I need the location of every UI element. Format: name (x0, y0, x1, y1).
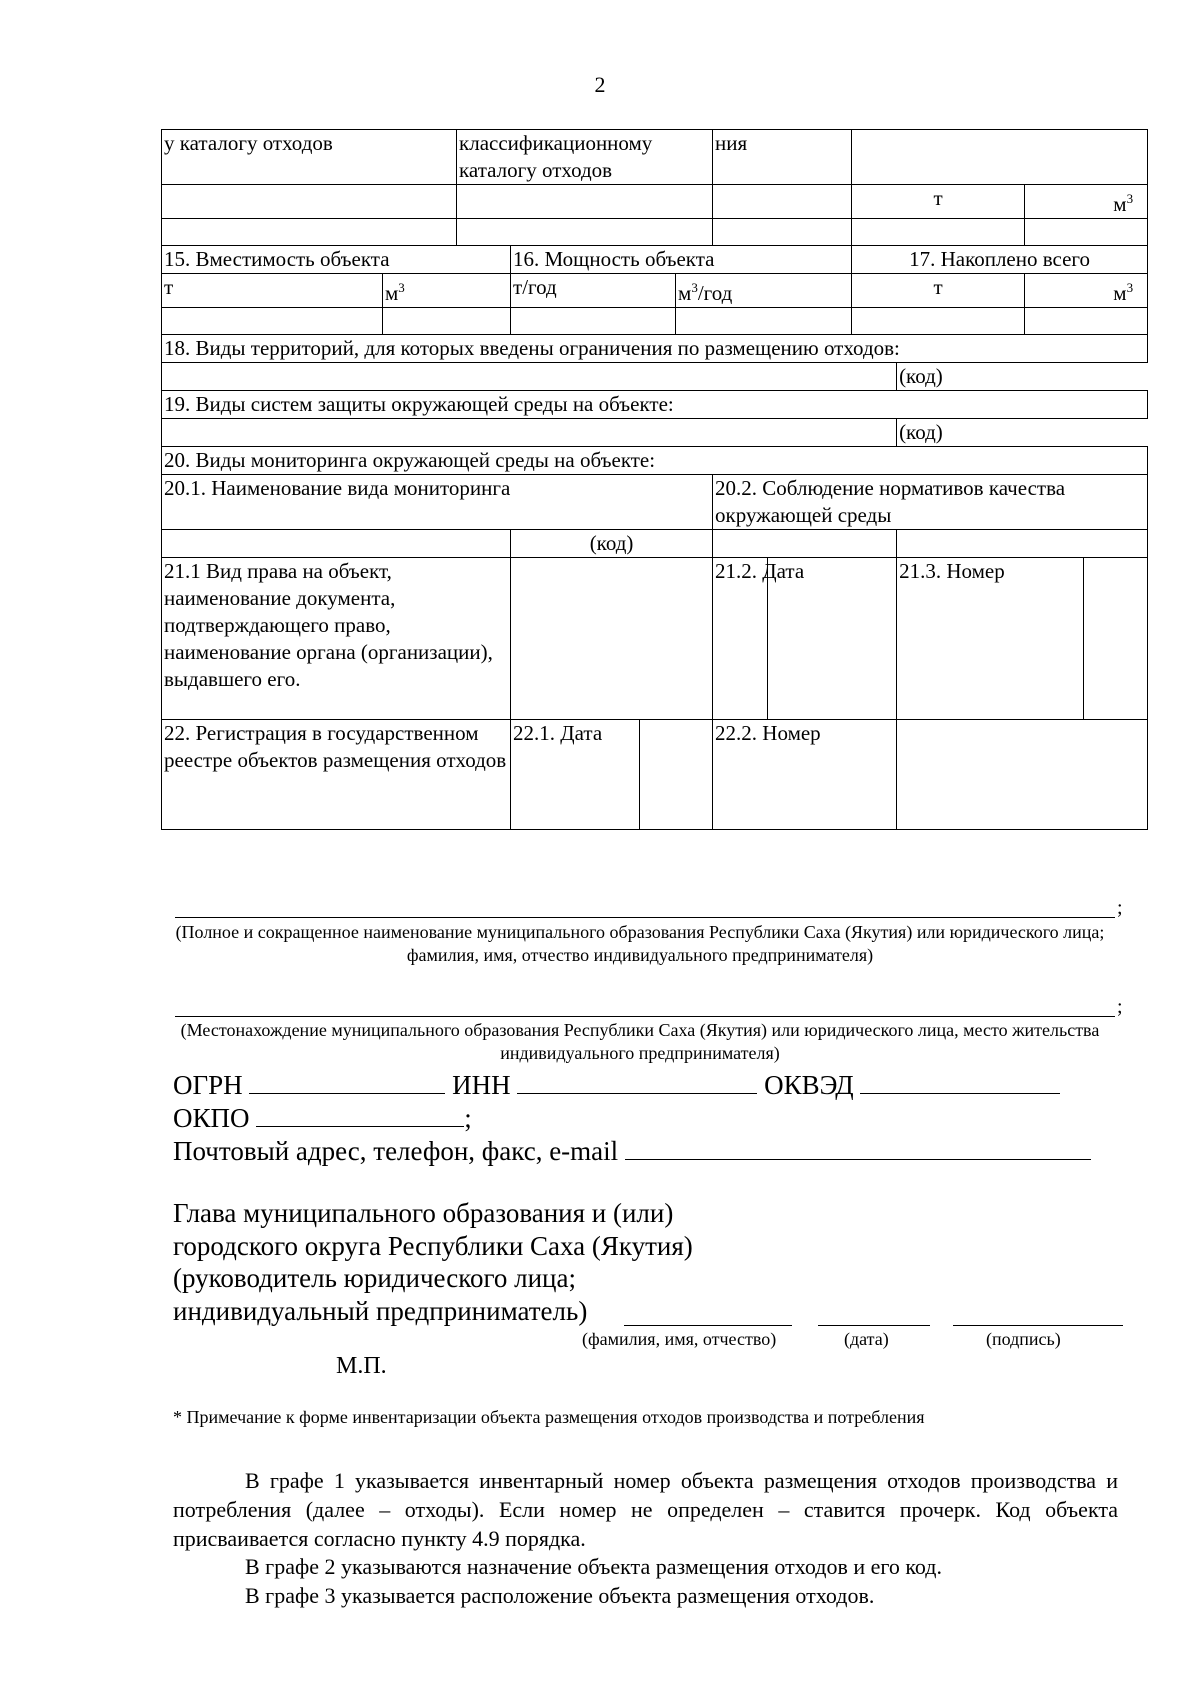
sign-signature-line[interactable] (953, 1325, 1123, 1326)
code-label: (код) (897, 419, 1148, 447)
inn-input[interactable] (517, 1067, 757, 1094)
head-line-1: Глава муниципального образования и (или) (173, 1198, 674, 1228)
unit-m3-per-year: $м^3$/год (676, 274, 852, 308)
table-row (162, 720, 1148, 830)
code-label: (код) (897, 363, 1148, 391)
unit-m3: $м^3$ (1025, 185, 1148, 219)
location-caption: (Местонахождение муниципального образования Республики Саха (Якутия) или юридического лица, место жительства индивидуального предпринимателя) (180, 1020, 1100, 1063)
table-row (162, 447, 1148, 475)
postal-input[interactable] (625, 1133, 1091, 1160)
okved-label: ОКВЭД (764, 1070, 854, 1100)
field-21-2-label: 21.2. Дата (713, 558, 768, 720)
note-title: * Примечание к форме инвентаризации объекта размещения отходов производства и потребления (173, 1407, 925, 1427)
stamp-place: М.П. (336, 1353, 387, 1379)
sign-caption: (подпись) (986, 1329, 1061, 1349)
table-row (162, 246, 1148, 274)
code-label: (код) (511, 530, 713, 558)
field-20-1-label: 20.1. Наименование вида мониторинга (162, 475, 713, 530)
field-21-1-label: 21.1 Вид права на объект, наименование документа, подтверждающего право, наименование органа (организации), выдавшего его. (162, 558, 511, 720)
field-20-2-label: 20.2. Соблюдение нормативов качества окружающей среды (713, 475, 1148, 530)
semicolon: ; (1117, 996, 1123, 1018)
ogrn-input[interactable] (249, 1067, 445, 1094)
inn-label: ИНН (452, 1070, 511, 1100)
head-line-4: индивидуальный предприниматель) (173, 1296, 588, 1326)
ogrn-row (173, 1067, 1060, 1101)
field-15-label: 15. Вместимость объекта (162, 246, 511, 274)
head-line-2: городского округа Республики Саха (Якутия) (173, 1231, 693, 1261)
paragraph-3: В графе 3 указывается расположение объекта размещения отходов. (245, 1583, 875, 1608)
field-22-1-label: 22.1. Дата (511, 720, 640, 830)
field-19-label: 19. Виды систем защиты окружающей среды на объекте: (162, 391, 1148, 419)
head-line-3: (руководитель юридического лица; (173, 1263, 576, 1293)
table-row (162, 308, 1148, 335)
semicolon: ; (1117, 897, 1123, 919)
unit-t-per-year: т/год (511, 274, 676, 308)
catalog-cell: у каталогу отходов (162, 130, 457, 185)
name-caption: (Полное и сокращенное наименование муниципального образования Республики Саха (Якутия) или юридического лица; фамилия, имя, отчество индивидуального предпринимателя) (175, 922, 1105, 965)
date-caption: (дата) (844, 1329, 889, 1349)
field-22-label: 22. Регистрация в государственном реестре объектов размещения отходов (162, 720, 511, 830)
table-row (162, 335, 1148, 363)
paragraph-1: В графе 1 указывается инвентарный номер объекта размещения отходов производства и потребления (далее – отходы). Если номер не определен – ставится прочерк. Код объекта присваивается согласно пункту 4.9 порядка. (173, 1468, 1118, 1551)
table-row (162, 363, 1148, 391)
field-22-2-label: 22.2. Номер (713, 720, 897, 830)
field-21-3-label: 21.3. Номер (897, 558, 1084, 720)
okpo-label: ОКПО (173, 1103, 250, 1133)
unit-t: т (852, 274, 1025, 308)
table-row (162, 130, 1148, 185)
table-row (162, 530, 1148, 558)
okpo-row: ОКПО ; (173, 1100, 472, 1134)
field-18-label: 18. Виды территорий, для которых введены ограничения по размещению отходов: (162, 335, 1148, 363)
page-number: 2 (594, 72, 606, 97)
name-tail-cell: ния (713, 130, 852, 185)
okved-input[interactable] (860, 1067, 1060, 1094)
postal-label: Почтовый адрес, телефон, факс, e-mail (173, 1136, 619, 1166)
table-row (162, 558, 1148, 720)
table-row (162, 274, 1148, 308)
ogrn-label: ОГРН (173, 1070, 243, 1100)
field-16-label: 16. Мощность объекта (511, 246, 852, 274)
table-row (162, 219, 1148, 246)
fio-caption: (фамилия, имя, отчество) (582, 1329, 777, 1349)
unit-t: т (852, 185, 1025, 219)
name-input-line[interactable] (175, 917, 1115, 918)
date-signature-line[interactable] (818, 1325, 930, 1326)
okpo-input[interactable] (256, 1100, 464, 1127)
table-row (162, 419, 1148, 447)
paragraph-2: В графе 2 указываются назначение объекта размещения отходов и его код. (245, 1554, 942, 1579)
table-row (162, 391, 1148, 419)
field-17-label: 17. Накоплено всего (852, 246, 1148, 274)
table-row (162, 185, 1148, 219)
field-20-label: 20. Виды мониторинга окружающей среды на объекте: (162, 447, 1148, 475)
postal-row (173, 1133, 1091, 1167)
unit-t: т (162, 274, 383, 308)
unit-m3: $м^3$ (383, 274, 511, 308)
inventory-form-table (161, 129, 1148, 830)
empty-cell (852, 130, 1148, 185)
fio-signature-line[interactable] (624, 1325, 792, 1326)
classification-catalog-cell: классификационному каталогу отходов (457, 130, 713, 185)
location-input-line[interactable] (175, 1016, 1115, 1017)
table-row (162, 475, 1148, 530)
unit-m3: $м^3$ (1025, 274, 1148, 308)
